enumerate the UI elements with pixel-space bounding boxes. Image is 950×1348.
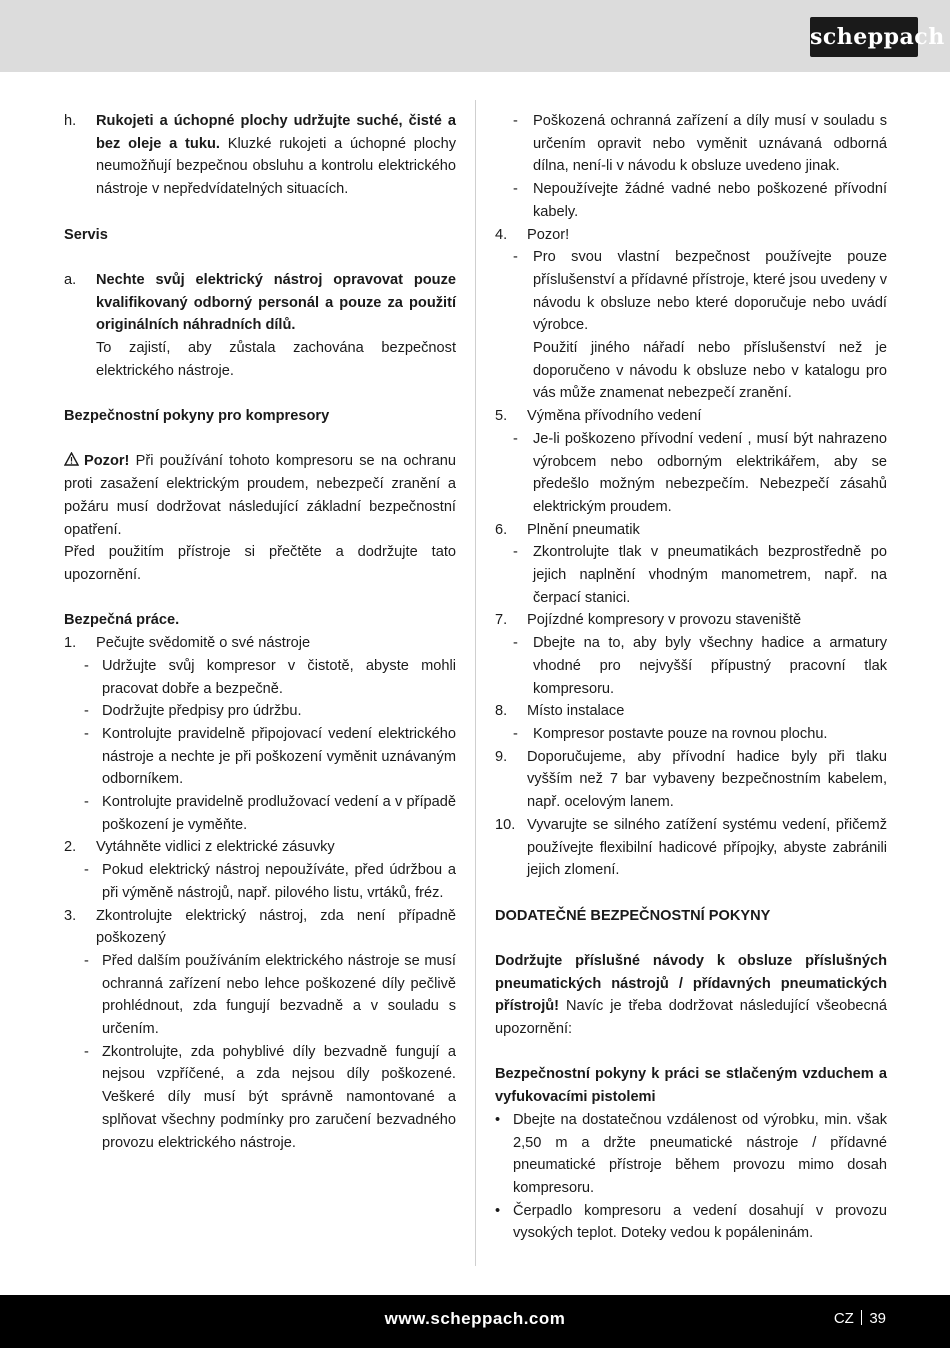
numbered-item-text: Doporučujeme, aby přívodní hadice byly při tlaku vyšším než 7 bar vybaveny bezpečnostním kabelem, např. ocelovým lanem. xyxy=(527,748,887,811)
scheppach-logo: scheppach xyxy=(810,17,918,57)
warning-triangle-icon xyxy=(64,452,79,466)
numbered-item-3 xyxy=(64,905,456,950)
safe-work-heading: Bezpečná práce. xyxy=(64,612,180,629)
sub-item: - Kontrolujte pravidelně prodlužovací vedení a v případě poškození je vyměňte. xyxy=(84,794,456,833)
servis-heading: Servis xyxy=(64,226,108,243)
item-marker: 1. xyxy=(64,635,77,652)
item-marker: 8. xyxy=(495,703,508,720)
sub-item: - Dbejte na to, aby byly všechny hadice a armatury vhodné pro nejvyšší přípustný pracovní tlak kompresoru. xyxy=(513,635,887,697)
numbered-item-8 xyxy=(495,700,887,723)
numbered-item-2 xyxy=(64,836,456,859)
numbered-item-6 xyxy=(495,519,887,542)
item-a-bold: Nechte svůj elektrický nástroj opravovat pouze kvalifikovaný odborný personál a pouze za použití originálních náhradních dílů. xyxy=(96,271,456,334)
numbered-item-text: Pečujte svědomitě o své nástroje xyxy=(96,635,311,652)
page-header xyxy=(0,0,950,72)
sub-item: - Zkontrolujte tlak v pneumatikách bezprostředně po jejich naplnění vhodným manometrem, např. na čerpací stanici. xyxy=(513,544,887,606)
numbered-item-text: Vyvarujte se silného zatížení systému vedení, přičemž používejte flexibilní hadicové přípojky, abyste zabránili jejich zlomení. xyxy=(527,816,887,879)
item-marker: 2. xyxy=(64,839,77,856)
numbered-item-4 xyxy=(495,224,887,247)
numbered-item-1 xyxy=(64,632,456,655)
sub-item-continuation: Použití jiného nářadí nebo příslušenství než je doporučeno v návodu k obsluze nebo v katalogu pro vás může znamenat nebezpečí zranění. xyxy=(533,340,887,402)
numbered-item-5 xyxy=(495,405,887,428)
sub-item: - Kompresor postavte pouze na rovnou plochu. xyxy=(513,725,828,742)
sub-item: - Nepoužívejte žádné vadné nebo poškozené přívodní kabely. xyxy=(513,181,887,220)
item-a xyxy=(64,269,456,337)
page-number-value: 39 xyxy=(869,1310,886,1327)
item-marker: 9. xyxy=(495,748,508,765)
item-h xyxy=(64,110,456,201)
page-number xyxy=(834,1295,886,1343)
item-marker: a. xyxy=(64,271,77,288)
warning-text: Při používání tohoto kompresoru se na ochranu proti zasažení elektrickým proudem, nebezpečí zranění a požáru musí dodržovat následující základní bezpečnostní opatření. xyxy=(64,453,456,538)
compressed-air-heading: Bezpečnostní pokyny k práci se stlačeným vzduchem a vyfukovacími pistolemi xyxy=(495,1066,887,1106)
compressor-heading: Bezpečnostní pokyny pro kompresory xyxy=(64,408,330,425)
numbered-item-text: Pozor! xyxy=(527,226,570,243)
numbered-item-text: Zkontrolujte elektrický nástroj, zda není případně poškozený xyxy=(96,907,456,947)
sub-item: - Pro svou vlastní bezpečnost používejte pouze příslušenství a přídavné přístroje, které jsou uvedeny v návodu k obsluze nebo které doporučuje nebo uvádí výrobce. xyxy=(513,249,887,334)
numbered-item-text: Vytáhněte vidlici z elektrické zásuvky xyxy=(96,839,335,856)
sub-item: - Zkontrolujte, zda pohyblivé díly bezvadně fungují a nejsou vzpříčené, a zda nejsou díly poškozené. Veškeré díly musí být správně namontované a splňovat všechny podmínky pro zaručení bezvadného provozu elektrického nástroje. xyxy=(84,1043,456,1151)
numbered-item-text: Výměna přívodního vedení xyxy=(527,408,702,425)
column-divider xyxy=(475,100,476,1266)
numbered-item-text: Plnění pneumatik xyxy=(527,521,640,538)
numbered-item-7 xyxy=(495,609,887,632)
warning-paragraph xyxy=(64,450,456,541)
numbered-item-text: Místo instalace xyxy=(527,703,625,720)
warning-label: Pozor! xyxy=(84,453,130,470)
item-marker: 5. xyxy=(495,408,508,425)
numbered-item-9 xyxy=(495,746,887,814)
item-marker: 6. xyxy=(495,521,508,538)
right-column xyxy=(495,110,887,1245)
additional-paragraph xyxy=(495,950,887,1041)
bullet-item: • Dbejte na dostatečnou vzdálenost od výrobku, min. však 2,50 m a držte pneumatické nástroje / přídavné pneumatické přístroje během provozu mimo dosah kompresoru. xyxy=(495,1111,887,1196)
left-column xyxy=(64,110,456,1154)
additional-heading: DODATEČNÉ BEZPEČNOSTNÍ POKYNY xyxy=(495,907,771,924)
numbered-item-text: Pojízdné kompresory v provozu staveniště xyxy=(527,612,802,629)
item-marker: 10. xyxy=(495,816,516,833)
sub-item: - Před dalším používáním elektrického nástroje se musí ochranná zařízení nebo lehce poškozené díly pečlivě prohlédnout, zda fungují bezvadně a v souladu s určením. xyxy=(84,952,456,1038)
item-h-text: Kluzké rukojeti a úchopné plochy neumožňují bezpečnou obsluhu a kontrolu elektrického nástroje v nepředvídatelných situacích. xyxy=(96,135,456,198)
sub-item: - Je-li poškozeno přívodní vedení , musí být nahrazeno výrobcem nebo odborným elektrikářem, aby se předešlo možným nebezpečím. Nebezpečí zásahů elektrickým proudem. xyxy=(513,430,887,515)
sub-item: - Pokud elektrický nástroj nepoužíváte, před údržbou a při výměně nástrojů, např. pilového listu, vrtáků, fréz. xyxy=(84,862,456,901)
item-h-bold: Rukojeti a úchopné plochy udržujte suché, čisté a bez oleje a tuku. xyxy=(96,113,456,152)
numbered-item-10 xyxy=(495,814,887,882)
additional-text: Navíc je třeba dodržovat následující všeobecná upozornění: xyxy=(495,998,887,1038)
sub-item: - Kontrolujte pravidelně připojovací vedení elektrického nástroje a nechte je při poškození vyměnit uznávaným odborníkem. xyxy=(84,725,456,788)
item-marker: h. xyxy=(64,113,77,129)
warning-read-text: Před použitím přístroje si přečtěte a dodržujte tato upozornění. xyxy=(64,544,456,583)
item-a-text: To zajistí, aby zůstala zachována bezpečnost elektrického nástroje. xyxy=(96,340,456,379)
item-marker: 7. xyxy=(495,612,508,629)
item-marker: 4. xyxy=(495,226,508,243)
bullet-item: • Čerpadlo kompresoru a vedení dosahují v provozu vysokých teplot. Doteky vedou k popáleninám. xyxy=(495,1202,887,1242)
sub-item: - Dodržujte předpisy pro údržbu. xyxy=(84,703,302,720)
additional-bold: Dodržujte příslušné návody k obsluze příslušných pneumatických nástrojů / přídavných pneumatických přístrojů! xyxy=(495,952,887,1015)
page-footer xyxy=(0,1295,950,1348)
item-marker: 3. xyxy=(64,907,77,924)
sub-item: - Udržujte svůj kompresor v čistotě, abyste mohli pracovat dobře a bezpečně. xyxy=(84,657,456,697)
sub-item: - Poškozená ochranná zařízení a díly musí v souladu s určením opravit nebo vyměnit uznávaná odborná dílna, není-li v návodu k obsluze uvedeno jinak. xyxy=(513,113,887,175)
language-code: CZ xyxy=(833,1310,854,1327)
footer-url[interactable]: www.scheppach.com xyxy=(384,1309,566,1328)
